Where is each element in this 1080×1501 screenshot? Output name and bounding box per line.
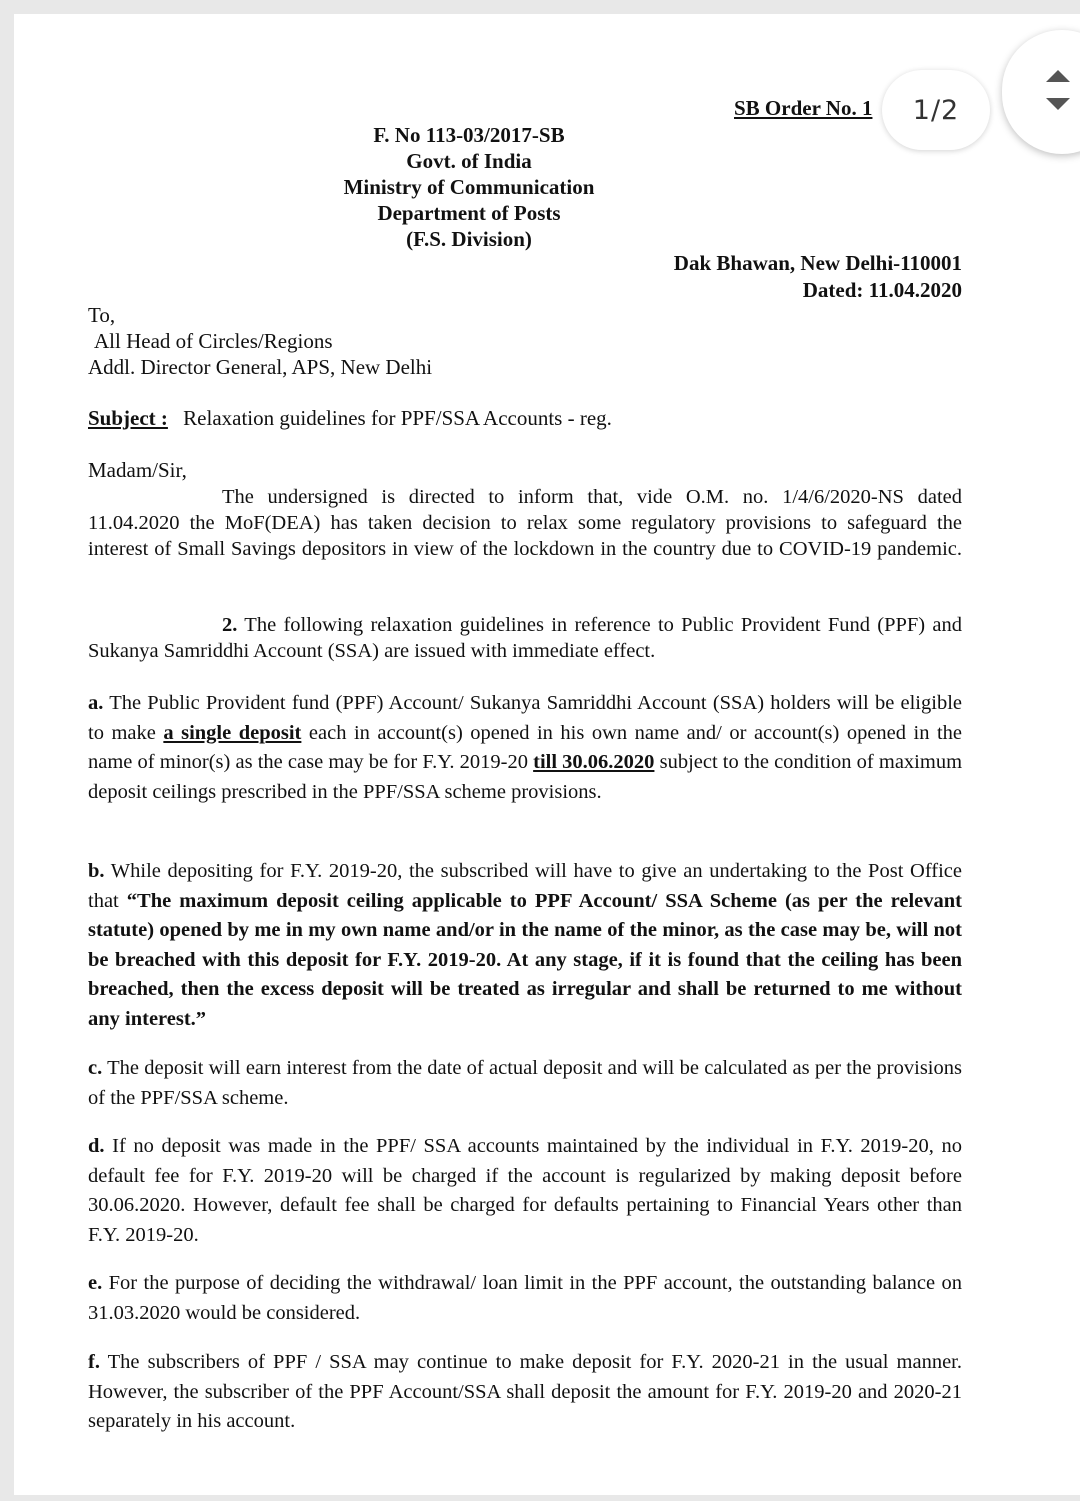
sender-address (574, 250, 962, 304)
division-line: (F.S. Division) (406, 227, 532, 251)
recipients (88, 302, 432, 380)
recipient-line-2: Addl. Director General, APS, New Delhi (88, 355, 433, 379)
item-a-marker: a. (88, 692, 104, 714)
intro-paragraph-2 (88, 612, 962, 664)
item-a-emphasis-1: a single deposit (163, 721, 302, 744)
item-c-text: The deposit will earn interest from the date of actual deposit and will be calculated as per the provisions of the PPF/SSA scheme. (88, 1057, 962, 1109)
item-c (88, 1054, 962, 1113)
item-d (88, 1132, 962, 1250)
item-d-marker: d. (88, 1135, 105, 1157)
chevron-up-icon[interactable] (1046, 70, 1070, 82)
subject-line (88, 406, 612, 431)
item-e (88, 1269, 962, 1328)
address-place: Dak Bhawan, New Delhi-110001 (673, 251, 962, 275)
to-label: To, (88, 303, 116, 327)
item-e-marker: e. (88, 1272, 103, 1294)
item-b-marker: b. (88, 860, 105, 882)
item-a-text-3: subject to the condition of maximum deposit ceilings prescribed in the PPF/SSA scheme provisions. (88, 751, 963, 803)
item-b (88, 857, 962, 1034)
item-e-text: For the purpose of deciding the withdrawal/ loan limit in the PPF account, the outstanding balance on 31.03.2020 would be considered. (88, 1272, 962, 1324)
paragraph-number: 2. (222, 614, 238, 636)
document-page (14, 14, 1080, 1495)
chevron-down-icon[interactable] (1046, 98, 1070, 110)
item-a-text-2: each in account(s) opened in his own name and/ or account(s) opened in the name of minor(s) as the case may be for F.Y. 2019-20 (88, 721, 963, 773)
item-c-marker: c. (88, 1057, 103, 1079)
item-b-text: While depositing for F.Y. 2019-20, the subscribed will have to give an undertaking to the Post Office that (88, 860, 962, 912)
page-indicator: 1/2 (882, 70, 990, 150)
item-a-text-1: The Public Provident fund (PPF) Account/ Sukanya Samriddhi Account (SSA) holders will be eligible to make (88, 692, 962, 744)
order-reference: SB Order No. 1 (734, 96, 873, 120)
recipient-line-1: All Head of Circles/Regions (94, 329, 333, 353)
letterhead (314, 122, 624, 252)
item-f-marker: f. (88, 1351, 100, 1373)
file-number: F. No 113-03/2017-SB (373, 123, 565, 147)
department-line: Department of Posts (377, 201, 561, 225)
salutation: Madam/Sir, (88, 458, 187, 482)
item-d-text: If no deposit was made in the PPF/ SSA accounts maintained by the individual in F.Y. 2019-20, no default fee for F.Y. 2019-20 will be charged if the account is regularized by making deposit before 30.06.2020. However, default fee shall be charged for defaults pertaining to Financial Years other than F.Y. 2019-20. (88, 1135, 962, 1246)
paragraph-2-text: The following relaxation guidelines in reference to Public Provident Fund (PPF) and Sukanya Samriddhi Account (SSA) are issued with immediate effect. (88, 614, 962, 662)
item-f-text: The subscribers of PPF / SSA may continue to make deposit for F.Y. 2020-21 in the usual manner. However, the subscriber of the PPF Account/SSA shall deposit the amount for F.Y. 2019-20 and 2020-21 separately in his account. (88, 1351, 962, 1432)
intro-paragraph-1: The undersigned is directed to inform that, vide O.M. no. 1/4/6/2020-NS dated 11.04.2020 the MoF(DEA) has taken decision to relax some regulatory provisions to safeguard the interest of Small Savings depositors in view of the lockdown in the country due to COVID-19 pandemic. (88, 486, 962, 560)
subject-text: Relaxation guidelines for PPF/SSA Accounts - reg. (183, 406, 612, 430)
ministry-line: Ministry of Communication (343, 175, 595, 199)
item-f (88, 1348, 962, 1437)
address-date: Dated: 11.04.2020 (802, 278, 962, 302)
item-a-emphasis-2: till 30.06.2020 (533, 751, 655, 773)
govt-line: Govt. of India (406, 149, 532, 173)
item-a (88, 689, 962, 807)
item-b-undertaking-quote: “The maximum deposit ceiling applicable to PPF Account/ SSA Scheme (as per the relevant statute) opened by me in my own name and/or in the name of the minor, as the case may be, will not be breached with this deposit for F.Y. 2019-20. At any stage, if it is found that the ceiling has been breached, then the excess deposit will be treated as irregular and shall be returned to me without any interest.” (88, 889, 963, 1030)
subject-label: Subject : (88, 406, 168, 430)
